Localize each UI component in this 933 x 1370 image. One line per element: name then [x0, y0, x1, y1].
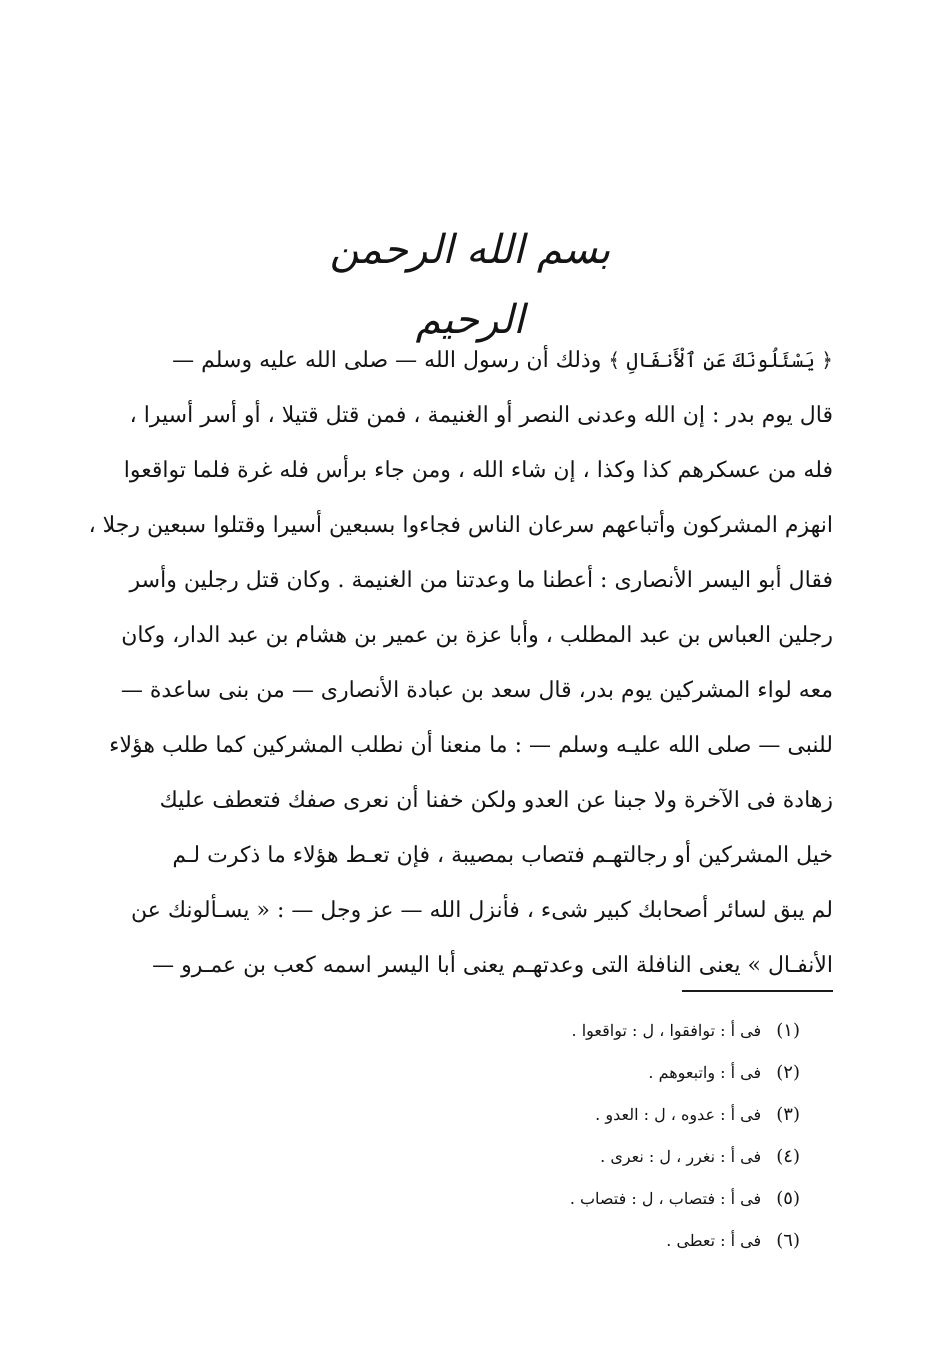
footnote-separator	[682, 990, 833, 992]
footnotes	[400, 1010, 800, 1262]
footnote-item	[400, 1052, 800, 1094]
text-line: فقال أبو اليسر الأنصارى : أعطنا ما وعدتنا من الغنيمة . وكان قتل رجلين وأسر	[129, 568, 833, 593]
text-line: لم يبق لسائر أصحابك كبير شىء ، فأنزل الله — عز وجل — : « يسـألونك عن	[131, 898, 833, 923]
text-line: فله من عسكرهم كذا وكذا ، إن شاء الله ، ومن جاء برأس فله غرة فلما تواقعوا	[123, 458, 833, 483]
footnote-number: (٥)	[776, 1188, 800, 1209]
footnote-item	[400, 1178, 800, 1220]
text-line: الأنفـال » يعنى النافلة التى وعدتهـم يعنى أبا اليسر اسمه كعب بن عمـرو —	[152, 953, 833, 978]
text-line: انهزم المشركون وأتباعهم سرعان الناس فجاءوا بسبعين أسيرا وقتلوا سبعين رجلا ،	[88, 513, 833, 538]
footnote-text: فى أ : عدوه ، ل : العدو .	[595, 1105, 762, 1124]
footnote-text: فى أ : تعطى .	[666, 1231, 762, 1250]
footnote-item	[400, 1136, 800, 1178]
text-line: للنبى — صلى الله عليـه وسلم — : ما منعنا أن نطلب المشركين كما طلب هؤلاء	[109, 733, 833, 758]
footnote-text: فى أ : نغرر ، ل : نعرى .	[600, 1147, 762, 1166]
footnote-item	[400, 1094, 800, 1136]
text-line: زهادة فى الآخرة ولا جبنا عن العدو ولكن خفنا أن نعرى صفك فتعطف عليك	[159, 788, 833, 813]
text-line: رجلين العباس بن عبد المطلب ، وأبا عزة بن عمير بن هشام بن عبد الدار، وكان	[121, 623, 833, 648]
text-line: خيل المشركين أو رجالتهـم فتصاب بمصيبة ، فإن تعـط هؤلاء ما ذكرت لـم	[172, 843, 833, 868]
text-line: قال يوم بدر : إن الله وعدنى النصر أو الغنيمة ، فمن قتل قتيلا ، أو أسر أسيرا ،	[129, 403, 833, 428]
text-line	[172, 333, 833, 388]
footnote-number: (٤)	[776, 1146, 800, 1167]
footnote-item	[400, 1220, 800, 1262]
footnote-number: (١)	[776, 1020, 800, 1041]
quranic-verse: ﴿ يَسْئَلُونَكَ عَنِ ٱلْأَنفَالِ ﴾	[608, 348, 833, 372]
basmala-heading: بسم الله الرحمن الرحيم	[329, 227, 611, 343]
footnote-number: (٦)	[776, 1230, 800, 1251]
footnote-number: (٣)	[776, 1104, 800, 1125]
footnote-text: فى أ : واتبعوهم .	[648, 1063, 762, 1082]
text-line-content: وذلك أن رسول الله — صلى الله عليه وسلم —	[172, 348, 602, 373]
footnote-text: فى أ : فتصاب ، ل : فتصاب .	[569, 1189, 762, 1208]
body-text	[88, 333, 833, 993]
text-line: معه لواء المشركين يوم بدر، قال سعد بن عبادة الأنصارى — من بنى ساعدة —	[120, 678, 833, 703]
footnote-item	[400, 1010, 800, 1052]
footnote-number: (٢)	[776, 1062, 800, 1083]
footnote-text: فى أ : توافقوا ، ل : تواقعوا .	[571, 1021, 762, 1040]
